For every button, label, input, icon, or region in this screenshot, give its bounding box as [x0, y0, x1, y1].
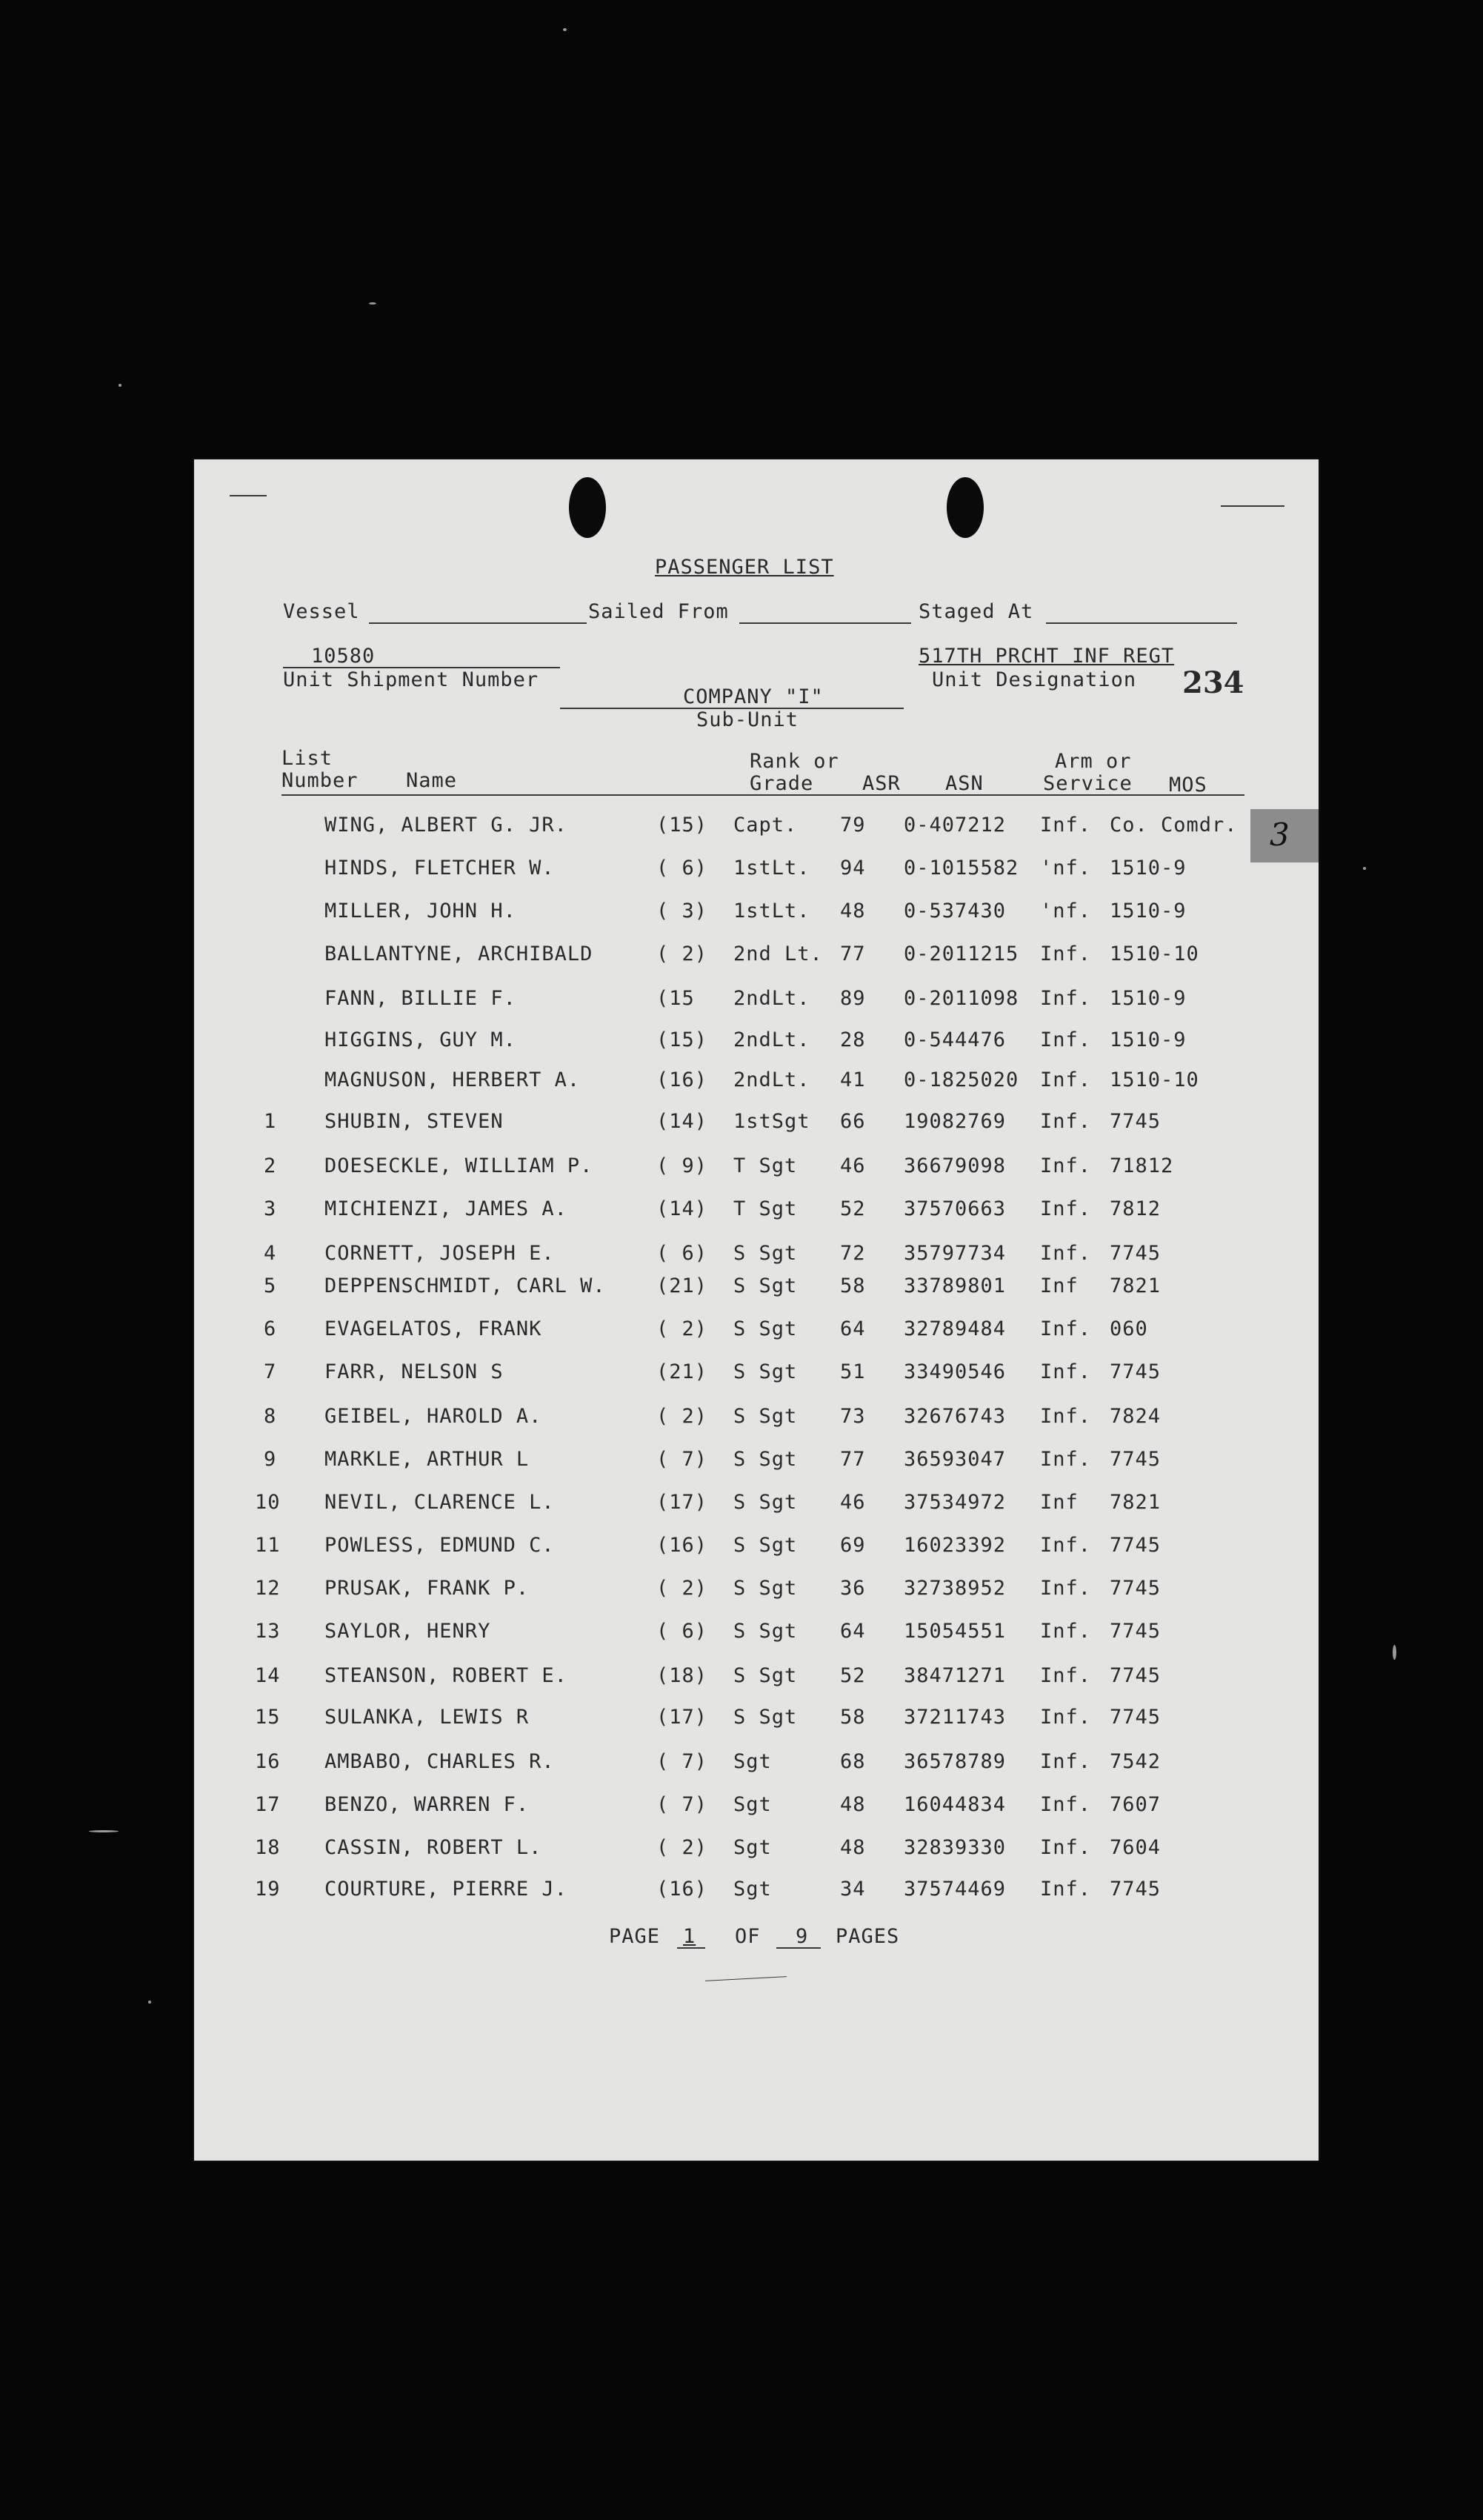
row-number: 2	[264, 1154, 277, 1177]
sailed-from-blank	[739, 622, 911, 624]
row-code: (21)	[656, 1360, 708, 1383]
col-service: Service	[1043, 772, 1133, 795]
row-asr: 28	[840, 1028, 866, 1051]
row-asr: 77	[840, 942, 866, 965]
row-arm: Inf.	[1040, 1448, 1092, 1471]
row-code: (14)	[656, 1110, 708, 1133]
row-mos: 7821	[1110, 1491, 1162, 1514]
speck	[1393, 1645, 1396, 1660]
row-name: EVAGELATOS, FRANK	[324, 1317, 542, 1340]
col-mos: MOS	[1169, 774, 1207, 797]
page-title: PASSENGER LIST	[655, 556, 834, 579]
row-code: ( 6)	[656, 857, 708, 880]
row-number: 19	[255, 1878, 281, 1901]
row-asr: 94	[840, 857, 866, 880]
row-asr: 72	[840, 1242, 866, 1265]
staple-mark	[1221, 505, 1284, 507]
punch-hole	[947, 477, 984, 538]
row-code: ( 9)	[656, 1154, 708, 1177]
row-code: ( 6)	[656, 1242, 708, 1265]
row-arm: Inf.	[1040, 1028, 1092, 1051]
row-mos: 7604	[1110, 1836, 1162, 1859]
row-code: ( 2)	[656, 1405, 708, 1428]
row-asr: 52	[840, 1197, 866, 1220]
row-code: (17)	[656, 1706, 708, 1729]
row-rank: S Sgt	[733, 1534, 798, 1557]
row-arm: 'nf.	[1040, 900, 1092, 922]
row-mos: 7745	[1110, 1706, 1162, 1729]
row-asn: 0-1825020	[904, 1068, 1019, 1091]
speck	[563, 28, 567, 31]
row-rank: Sgt	[733, 1878, 772, 1901]
row-name: HIGGINS, GUY M.	[324, 1028, 516, 1051]
row-asr: 66	[840, 1110, 866, 1133]
row-name: MICHIENZI, JAMES A.	[324, 1197, 567, 1220]
row-asn: 33490546	[904, 1360, 1007, 1383]
row-asn: 37574469	[904, 1878, 1007, 1901]
page-number-line	[677, 1947, 705, 1949]
row-code: ( 3)	[656, 900, 708, 922]
row-arm: Inf.	[1040, 1317, 1092, 1340]
row-mos: 1510-9	[1110, 900, 1187, 922]
row-rank: Sgt	[733, 1750, 772, 1773]
row-rank: S Sgt	[733, 1242, 798, 1265]
sub-unit-value: COMPANY "I"	[683, 685, 824, 708]
vessel-blank	[369, 622, 587, 624]
row-code: ( 7)	[656, 1448, 708, 1471]
staged-at-blank	[1046, 622, 1237, 624]
row-mos: 71812	[1110, 1154, 1174, 1177]
row-number: 14	[255, 1664, 281, 1687]
row-asn: 32839330	[904, 1836, 1007, 1859]
row-number: 17	[255, 1793, 281, 1816]
row-rank: T Sgt	[733, 1154, 798, 1177]
row-arm: Inf.	[1040, 1706, 1092, 1729]
row-asn: 32738952	[904, 1577, 1007, 1600]
row-arm: Inf.	[1040, 1360, 1092, 1383]
col-grade: Grade	[750, 772, 814, 795]
row-mos: 060	[1110, 1317, 1148, 1340]
row-asr: 58	[840, 1706, 866, 1729]
row-arm: Inf.	[1040, 1793, 1092, 1816]
row-mos: 7745	[1110, 1577, 1162, 1600]
row-number: 5	[264, 1274, 277, 1297]
row-rank: S Sgt	[733, 1706, 798, 1729]
row-name: CORNETT, JOSEPH E.	[324, 1242, 555, 1265]
row-rank: S Sgt	[733, 1405, 798, 1428]
row-mos: 7745	[1110, 1110, 1162, 1133]
row-arm: Inf.	[1040, 1878, 1092, 1901]
col-arm-or: Arm or	[1055, 750, 1132, 773]
row-asr: 68	[840, 1750, 866, 1773]
row-asr: 34	[840, 1878, 866, 1901]
row-mos: 7745	[1110, 1878, 1162, 1901]
page-label: PAGE	[609, 1925, 661, 1948]
row-name: FANN, BILLIE F.	[324, 987, 516, 1010]
row-code: ( 2)	[656, 1577, 708, 1600]
row-asn: 0-2011098	[904, 987, 1019, 1010]
row-asn: 0-1015582	[904, 857, 1019, 880]
speck	[369, 302, 376, 305]
row-code: ( 2)	[656, 1836, 708, 1859]
row-mos: 7607	[1110, 1793, 1162, 1816]
row-arm: Inf.	[1040, 987, 1092, 1010]
row-name: CASSIN, ROBERT L.	[324, 1836, 542, 1859]
row-arm: Inf.	[1040, 1750, 1092, 1773]
row-mos: Co. Comdr.	[1110, 814, 1238, 837]
row-name: GEIBEL, HAROLD A.	[324, 1405, 542, 1428]
row-asr: 73	[840, 1405, 866, 1428]
row-name: DOESECKLE, WILLIAM P.	[324, 1154, 593, 1177]
row-name: HINDS, FLETCHER W.	[324, 857, 555, 880]
row-asn: 15054551	[904, 1620, 1007, 1643]
row-asr: 64	[840, 1317, 866, 1340]
row-asr: 48	[840, 1793, 866, 1816]
row-name: SULANKA, LEWIS R	[324, 1706, 530, 1729]
row-code: (16)	[656, 1068, 708, 1091]
row-asn: 35797734	[904, 1242, 1007, 1265]
row-code: ( 2)	[656, 1317, 708, 1340]
row-asr: 36	[840, 1577, 866, 1600]
staple-mark	[230, 495, 267, 496]
row-code: ( 7)	[656, 1793, 708, 1816]
row-asn: 33789801	[904, 1274, 1007, 1297]
row-number: 15	[255, 1706, 281, 1729]
col-list: List	[281, 747, 333, 770]
row-name: STEANSON, ROBERT E.	[324, 1664, 567, 1687]
row-arm: Inf.	[1040, 1577, 1092, 1600]
row-number: 7	[264, 1360, 277, 1383]
row-asn: 0-544476	[904, 1028, 1007, 1051]
row-asn: 37534972	[904, 1491, 1007, 1514]
row-rank: Sgt	[733, 1793, 772, 1816]
row-asr: 46	[840, 1491, 866, 1514]
row-rank: S Sgt	[733, 1274, 798, 1297]
row-arm: Inf.	[1040, 1110, 1092, 1133]
row-asr: 48	[840, 900, 866, 922]
row-number: 18	[255, 1836, 281, 1859]
row-code: (15	[656, 987, 695, 1010]
row-name: POWLESS, EDMUND C.	[324, 1534, 555, 1557]
row-rank: T Sgt	[733, 1197, 798, 1220]
row-name: COURTURE, PIERRE J.	[324, 1878, 567, 1901]
row-number: 3	[264, 1197, 277, 1220]
row-arm: Inf	[1040, 1274, 1079, 1297]
row-asn: 32789484	[904, 1317, 1007, 1340]
unit-shipment-number: 10580	[311, 645, 376, 668]
page-stamp-number: 234	[1182, 665, 1244, 700]
row-rank: 1stLt.	[733, 900, 810, 922]
row-name: WING, ALBERT G. JR.	[324, 814, 567, 837]
row-asr: 77	[840, 1448, 866, 1471]
row-code: (17)	[656, 1491, 708, 1514]
row-asn: 32676743	[904, 1405, 1007, 1428]
row-name: NEVIL, CLARENCE L.	[324, 1491, 555, 1514]
row-name: BENZO, WARREN F.	[324, 1793, 530, 1816]
row-rank: S Sgt	[733, 1448, 798, 1471]
of-label: OF	[735, 1925, 761, 1948]
total-pages-line	[776, 1947, 821, 1949]
row-code: (21)	[656, 1274, 708, 1297]
row-asr: 69	[840, 1534, 866, 1557]
row-rank: 1stSgt	[733, 1110, 810, 1133]
row-arm: Inf.	[1040, 1836, 1092, 1859]
sub-unit-label: Sub-Unit	[696, 708, 799, 731]
side-tab	[1250, 809, 1319, 862]
row-number: 6	[264, 1317, 277, 1340]
unit-designation: 517TH PRCHT INF REGT	[919, 645, 1175, 668]
row-rank: S Sgt	[733, 1664, 798, 1687]
row-rank: 1stLt.	[733, 857, 810, 880]
row-mos: 1510-9	[1110, 1028, 1187, 1051]
row-arm: Inf.	[1040, 1534, 1092, 1557]
row-asn: 36578789	[904, 1750, 1007, 1773]
row-rank: S Sgt	[733, 1360, 798, 1383]
row-asn: 36593047	[904, 1448, 1007, 1471]
row-code: (15)	[656, 1028, 708, 1051]
row-mos: 7745	[1110, 1448, 1162, 1471]
pages-label: PAGES	[836, 1925, 900, 1948]
row-name: DEPPENSCHMIDT, CARL W.	[324, 1274, 606, 1297]
row-mos: 1510-9	[1110, 987, 1187, 1010]
page-number: 1	[683, 1925, 696, 1948]
unit-designation-label: Unit Designation	[932, 668, 1137, 691]
row-rank: Sgt	[733, 1836, 772, 1859]
col-name: Name	[406, 769, 458, 792]
row-number: 13	[255, 1620, 281, 1643]
row-asn: 16023392	[904, 1534, 1007, 1557]
staged-at-label: Staged At	[919, 600, 1034, 623]
row-asn: 19082769	[904, 1110, 1007, 1133]
row-name: FARR, NELSON S	[324, 1360, 504, 1383]
row-mos: 1510-10	[1110, 942, 1199, 965]
row-asn: 0-537430	[904, 900, 1007, 922]
row-mos: 1510-10	[1110, 1068, 1199, 1091]
row-arm: 'nf.	[1040, 857, 1092, 880]
row-code: (16)	[656, 1534, 708, 1557]
punch-hole	[569, 477, 606, 538]
row-asr: 48	[840, 1836, 866, 1859]
row-number: 4	[264, 1242, 277, 1265]
row-code: (15)	[656, 814, 708, 837]
row-rank: S Sgt	[733, 1317, 798, 1340]
row-arm: Inf.	[1040, 1620, 1092, 1643]
pen-mark	[705, 1976, 787, 1981]
row-name: PRUSAK, FRANK P.	[324, 1577, 530, 1600]
row-code: ( 2)	[656, 942, 708, 965]
total-pages: 9	[796, 1925, 809, 1948]
unit-shipment-number-label: Unit Shipment Number	[283, 668, 539, 691]
row-asn: 37211743	[904, 1706, 1007, 1729]
row-mos: 7812	[1110, 1197, 1162, 1220]
row-asr: 51	[840, 1360, 866, 1383]
row-arm: Inf.	[1040, 1242, 1092, 1265]
row-mos: 7824	[1110, 1405, 1162, 1428]
row-code: (14)	[656, 1197, 708, 1220]
side-tab-number: 3	[1270, 817, 1290, 853]
row-name: MAGNUSON, HERBERT A.	[324, 1068, 581, 1091]
row-rank: S Sgt	[733, 1577, 798, 1600]
row-number: 1	[264, 1110, 277, 1133]
row-arm: Inf.	[1040, 1197, 1092, 1220]
row-name: AMBABO, CHARLES R.	[324, 1750, 555, 1773]
row-asr: 58	[840, 1274, 866, 1297]
row-number: 12	[255, 1577, 281, 1600]
row-number: 11	[255, 1534, 281, 1557]
row-asn: 0-407212	[904, 814, 1007, 837]
row-arm: Inf	[1040, 1491, 1079, 1514]
row-number: 10	[255, 1491, 281, 1514]
row-asn: 0-2011215	[904, 942, 1019, 965]
row-rank: S Sgt	[733, 1620, 798, 1643]
speck	[119, 384, 121, 387]
row-asn: 37570663	[904, 1197, 1007, 1220]
row-asr: 46	[840, 1154, 866, 1177]
row-number: 9	[264, 1448, 277, 1471]
row-code: (18)	[656, 1664, 708, 1687]
speck	[1363, 867, 1366, 870]
col-asr: ASR	[862, 772, 901, 795]
row-mos: 7542	[1110, 1750, 1162, 1773]
header-rule	[281, 794, 1244, 796]
row-arm: Inf.	[1040, 1405, 1092, 1428]
row-arm: Inf.	[1040, 1068, 1092, 1091]
row-name: MILLER, JOHN H.	[324, 900, 516, 922]
row-rank: S Sgt	[733, 1491, 798, 1514]
row-rank: 2ndLt.	[733, 1068, 810, 1091]
row-asn: 38471271	[904, 1664, 1007, 1687]
row-asr: 89	[840, 987, 866, 1010]
row-mos: 7745	[1110, 1242, 1162, 1265]
row-asr: 52	[840, 1664, 866, 1687]
row-arm: Inf.	[1040, 1154, 1092, 1177]
row-rank: 2ndLt.	[733, 987, 810, 1010]
row-asn: 36679098	[904, 1154, 1007, 1177]
document-page	[194, 459, 1319, 2161]
row-mos: 7745	[1110, 1360, 1162, 1383]
col-asn: ASN	[945, 772, 984, 795]
row-arm: Inf.	[1040, 1664, 1092, 1687]
row-asr: 41	[840, 1068, 866, 1091]
row-mos: 7821	[1110, 1274, 1162, 1297]
row-name: SAYLOR, HENRY	[324, 1620, 491, 1643]
speck	[148, 2001, 151, 2004]
vessel-label: Vessel	[283, 600, 360, 623]
speck	[89, 1830, 119, 1832]
row-asr: 64	[840, 1620, 866, 1643]
row-name: MARKLE, ARTHUR L	[324, 1448, 530, 1471]
row-number: 16	[255, 1750, 281, 1773]
row-number: 8	[264, 1405, 277, 1428]
row-asn: 16044834	[904, 1793, 1007, 1816]
sailed-from-label: Sailed From	[588, 600, 729, 623]
row-rank: 2ndLt.	[733, 1028, 810, 1051]
row-code: (16)	[656, 1878, 708, 1901]
row-mos: 7745	[1110, 1664, 1162, 1687]
row-name: BALLANTYNE, ARCHIBALD	[324, 942, 593, 965]
row-mos: 1510-9	[1110, 857, 1187, 880]
row-mos: 7745	[1110, 1534, 1162, 1557]
row-mos: 7745	[1110, 1620, 1162, 1643]
row-name: SHUBIN, STEVEN	[324, 1110, 504, 1133]
row-rank: Capt.	[733, 814, 798, 837]
row-arm: Inf.	[1040, 814, 1092, 837]
col-rank-or: Rank or	[750, 750, 839, 773]
row-asr: 79	[840, 814, 866, 837]
row-rank: 2nd Lt.	[733, 942, 823, 965]
row-code: ( 6)	[656, 1620, 708, 1643]
col-number: Number	[281, 769, 359, 792]
row-arm: Inf.	[1040, 942, 1092, 965]
row-code: ( 7)	[656, 1750, 708, 1773]
